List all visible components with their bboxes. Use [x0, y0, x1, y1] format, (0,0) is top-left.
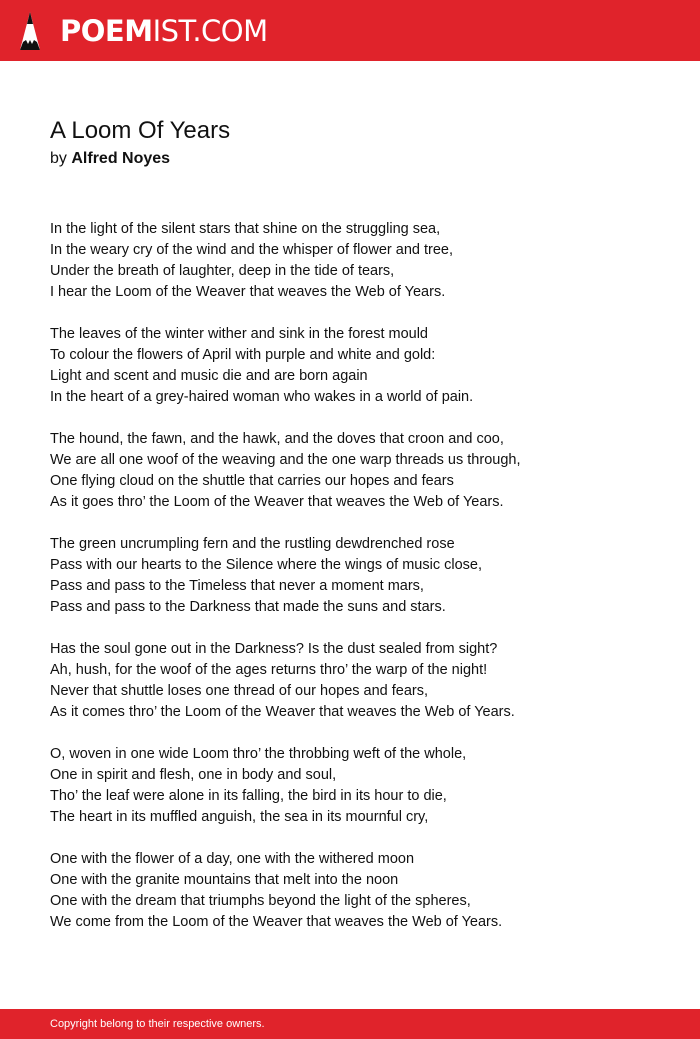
poem-line: One with the granite mountains that melt into the noon: [50, 872, 399, 888]
poem-line: As it goes thro’ the Loom of the Weaver that weaves the Web of Years.: [50, 494, 504, 510]
poem-line: In the light of the silent stars that shine on the struggling sea,: [50, 221, 441, 237]
poem-line: Ah, hush, for the woof of the ages returns thro’ the warp of the night!: [50, 662, 488, 678]
poem-line: The green uncrumpling fern and the rustling dewdrenched rose: [50, 536, 455, 552]
poem-line: As it comes thro’ the Loom of the Weaver that weaves the Web of Years.: [50, 704, 515, 720]
stanza: [50, 534, 670, 618]
poem-line: O, woven in one wide Loom thro’ the throbbing weft of the whole,: [50, 746, 467, 762]
stanza: [50, 324, 670, 408]
poem-line: In the heart of a grey-haired woman who wakes in a world of pain.: [50, 389, 474, 405]
site-footer: [0, 1009, 700, 1039]
poem-line: The heart in its muffled anguish, the sea in its mournful cry,: [50, 809, 429, 825]
poem-line: The hound, the fawn, and the hawk, and the doves that croon and coo,: [50, 431, 504, 447]
stanza: [50, 639, 670, 723]
logo-bold-part: POEM: [60, 14, 153, 48]
logo-light-part: IST.COM: [152, 14, 268, 48]
poem-line: One with the dream that triumphs beyond the light of the spheres,: [50, 893, 471, 909]
byline: [50, 149, 170, 169]
poem-line: One flying cloud on the shuttle that carries our hopes and fears: [50, 473, 454, 489]
poem-line: To colour the flowers of April with purple and white and gold:: [50, 347, 436, 363]
poem-line: Has the soul gone out in the Darkness? Is the dust sealed from sight?: [50, 641, 498, 657]
poem-line: Light and scent and music die and are born again: [50, 368, 368, 384]
poem-line: In the weary cry of the wind and the whisper of flower and tree,: [50, 242, 453, 258]
site-logo-text: [60, 10, 268, 52]
copyright-notice: Copyright belong to their respective owners.: [50, 1018, 265, 1030]
poem-line: Never that shuttle loses one thread of our hopes and fears,: [50, 683, 429, 699]
author-name[interactable]: Alfred Noyes: [71, 150, 171, 167]
stanza: [50, 219, 670, 303]
stanza: [50, 744, 670, 828]
poem-line: Tho’ the leaf were alone in its falling, the bird in its hour to die,: [50, 788, 447, 804]
poem-line: We are all one woof of the weaving and the one warp threads us through,: [50, 452, 521, 468]
stanza: [50, 849, 670, 933]
poem-body: [50, 219, 670, 954]
poem-title: A Loom Of Years: [50, 117, 231, 144]
poem-line: The leaves of the winter wither and sink in the forest mould: [50, 326, 428, 342]
poem-line: Pass and pass to the Timeless that never a moment mars,: [50, 578, 424, 594]
site-logo-link[interactable]: [18, 10, 268, 52]
poem-line: One with the flower of a day, one with the withered moon: [50, 851, 415, 867]
poem-line: Pass and pass to the Darkness that made the suns and stars.: [50, 599, 446, 615]
poem-line: Under the breath of laughter, deep in the tide of tears,: [50, 263, 395, 279]
pencil-tip-icon: [18, 10, 42, 52]
poem-line: Pass with our hearts to the Silence where the wings of music close,: [50, 557, 482, 573]
site-header: [0, 0, 700, 61]
by-label: by: [50, 150, 67, 167]
poem-line: We come from the Loom of the Weaver that weaves the Web of Years.: [50, 914, 503, 930]
stanza: [50, 429, 670, 513]
poem-line: One in spirit and flesh, one in body and soul,: [50, 767, 337, 783]
poem-line: I hear the Loom of the Weaver that weaves the Web of Years.: [50, 284, 446, 300]
